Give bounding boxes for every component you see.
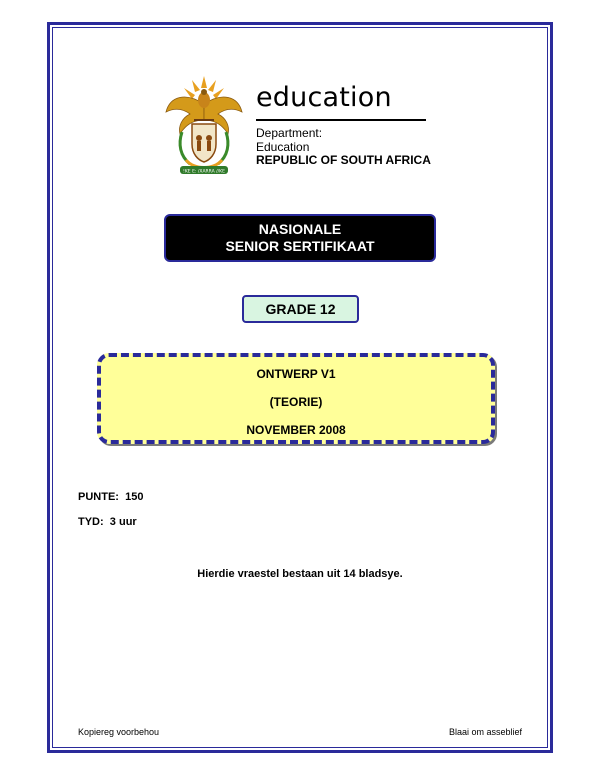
marks-label: PUNTE: <box>78 491 119 503</box>
paper-subject: ONTWERP V1 <box>256 367 336 381</box>
time-value: 3 uur <box>109 516 137 528</box>
grade-badge: GRADE 12 <box>242 295 359 323</box>
department-name: Education <box>256 140 310 154</box>
marks-line <box>78 491 143 503</box>
svg-text:!KE E: /XARRA //KE: !KE E: /XARRA //KE <box>183 169 225 175</box>
department-label: Department: <box>256 126 323 140</box>
paper-type: (TEORIE) <box>269 395 323 409</box>
logo-divider <box>256 119 426 121</box>
country-name: REPUBLIC OF SOUTH AFRICA <box>256 153 431 167</box>
education-logo-text: education <box>256 82 392 113</box>
certificate-banner-line2: SENIOR SERTIFIKAAT <box>225 238 375 254</box>
footer-copyright: Kopiereg voorbehou <box>78 727 160 737</box>
time-label: TYD: <box>78 516 104 528</box>
certificate-banner <box>164 214 436 262</box>
time-line <box>78 516 137 528</box>
marks-value: 150 <box>125 491 144 503</box>
coat-of-arms-icon <box>164 74 244 176</box>
certificate-banner-line1: NASIONALE <box>258 221 342 237</box>
paper-date: NOVEMBER 2008 <box>246 423 346 437</box>
footer-turn-page: Blaai om asseblief <box>448 727 522 737</box>
page-count-note: Hierdie vraestel bestaan uit 14 bladsye. <box>197 568 403 580</box>
